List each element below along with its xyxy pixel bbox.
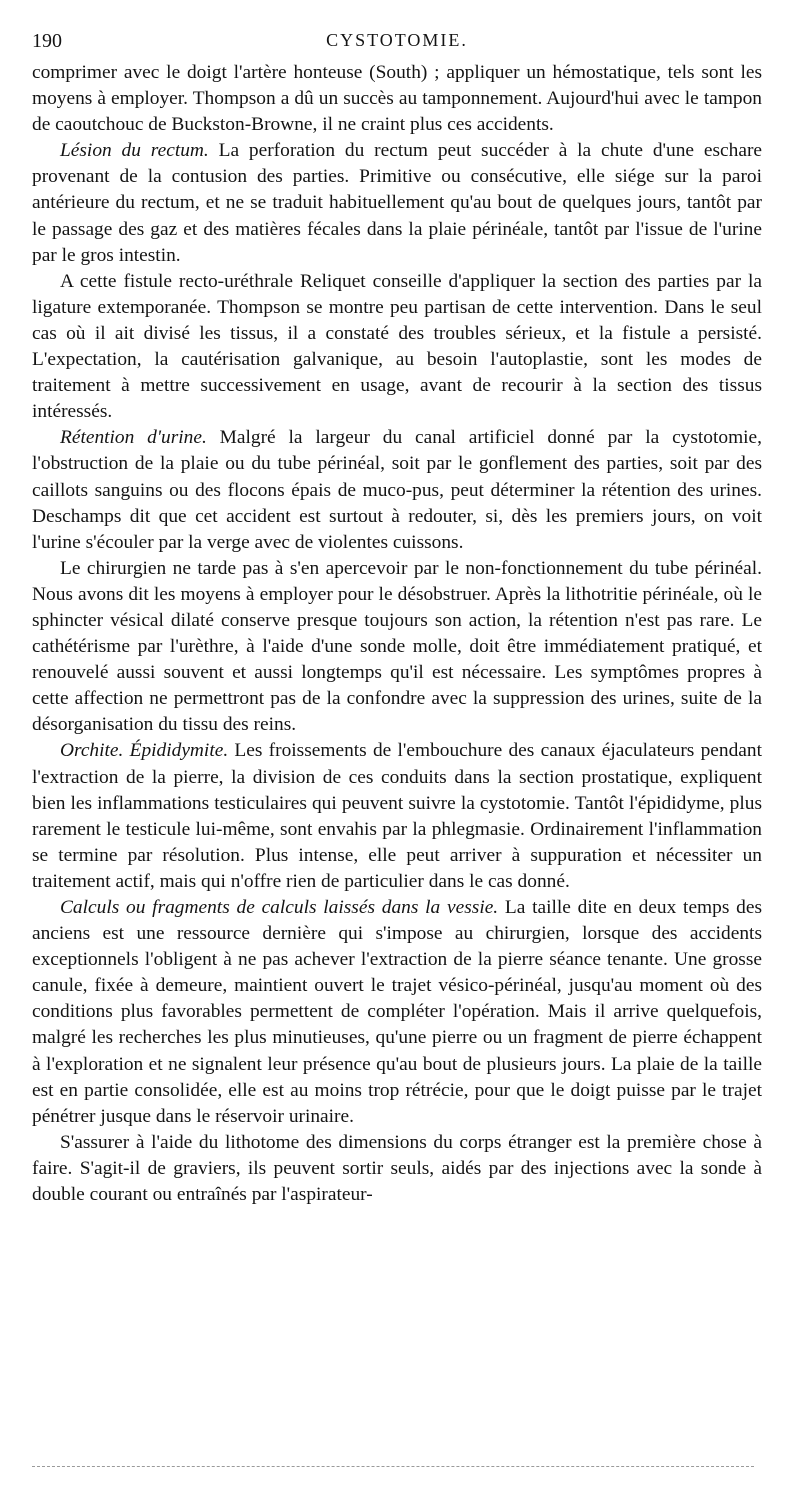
paragraph-4-text: Malgré la largeur du canal artificiel donné par la cystotomie, l'obstruction de la plaie ou du tube périnéal, soit par le gonflement des parties, soit par des caillots sanguins ou des flocons épais de muco-pus, peut déterminer la rétention des urines. Deschamps dit que cet accident est surtout à redouter, si, dès les premiers jours, on voit l'urine s'écouler par la verge avec de violentes cuissons. [32,427,762,553]
heading-calculs-laisses: Calculs ou fragments de calculs laissés dans la vessie. [60,897,499,918]
footer-rule [32,1466,754,1467]
body-text [32,60,762,1208]
paragraph-calculs [32,895,762,1130]
paragraph-lesion-du-rectum [32,138,762,268]
paragraph-retention-d-urine [32,425,762,555]
heading-orchite-epididymite: Orchite. Épididymite. [60,740,229,762]
paragraph-orchite [32,738,762,895]
paragraph-1 [32,60,762,138]
paragraph-7-text: La taille dite en deux temps des anciens est une ressource dernière qui s'impose au chirurgien, lorsque des accidents exceptionnels l'obligent à ne pas achever l'extraction de la pierre séance tenante. Une grosse canule, fixée à demeure, maintient ouvert le trajet vésico-périnéal, jusqu'au moment où des conditions plus favorables permettent de compléter l'opération. Mais il arrive quelquefois, malgré les recherches les plus minutieuses, qu'une pierre ou un fragment de pierre échappent à l'exploration et ne signalent leur présence qu'au bout de plusieurs jours. La plaie de la taille est en partie consolidée, elle est au moins trop rétrécie, pour que le doigt puisse par le trajet pénétrer jusque dans le réservoir urinaire. [32,897,762,1127]
book-page [32,30,762,1208]
paragraph-3-text: A cette fistule recto-uréthrale Reliquet conseille d'appliquer la section des parties par la ligature extemporanée. Thompson se montre peu partisan de cette intervention. Dans le seul cas où il ait divisé les tissus, il a constaté des troubles sérieux, et la fistule a persisté. L'expectation, la cautérisation galvanique, au besoin l'autoplastie, sont les modes de traitement à mettre successivement en usage, avant de recourir à la section des tissus intéressés. [32,270,762,423]
paragraph-chirurgien [32,556,762,739]
heading-retention-d-urine: Rétention d'urine. [60,427,207,449]
paragraph-5-text: Le chirurgien ne tarde pas à s'en apercevoir par le non-fonctionnement du tube périnéal. Nous avons dit les moyens à employer pour le désobstruer. Après la lithotritie périnéale, où le sphincter vésical dilaté conserve presque toujours son action, la rétention n'est pas rare. Le cathétérisme par l'urèthre, à l'aide d'une sonde molle, doit être immédiatement pratiqué, et renouvelé aussi souvent et aussi longtemps qu'il est nécessaire. Les symptômes propres à cette affection ne permettront pas de la confondre avec la suppression des urines, suite de la désorganisation du tissu des reins. [32,557,762,736]
paragraph-2-text: La perforation du rectum peut succéder à la chute d'une eschare provenant de la contusion des parties. Primitive ou consécutive, elle siége sur la paroi antérieure du rectum, et ne se traduit habituellement qu'au bout de quelques jours, tantôt par le passage des gaz et des matières fécales dans la plaie périnéale, tantôt par l'issue de l'urine par le gros intestin. [32,140,763,266]
paragraph-8-text: S'assurer à l'aide du lithotome des dimensions du corps étranger est la première chose à faire. S'agit-il de graviers, ils peuvent sortir seuls, aidés par des injections avec la sonde à double courant ou entraînés par l'aspirateur- [32,1131,762,1206]
paragraph-6-text: Les froissements de l'embouchure des canaux éjaculateurs pendant l'extraction de la pierre, la division de ces conduits dans la section prostatique, expliquent bien les inflammations testiculaires qui peuvent suivre la cystotomie. Tantôt l'épididyme, plus rarement le testicule lui-même, sont envahis par la phlegmasie. Ordinairement l'inflammation se termine par résolution. Plus intense, elle peut arriver à suppuration et nécessiter un traitement actif, mais qui n'offre rien de particulier dans le cas donné. [32,740,762,892]
page-header [32,30,762,60]
heading-lesion-du-rectum: Lésion du rectum. [60,140,209,162]
running-title: CYSTOTOMIE. [326,30,468,50]
paragraph-1-text: comprimer avec le doigt l'artère honteuse (South) ; appliquer un hémostatique, tels sont les moyens à employer. Thompson a dû un succès au tamponnement. Aujourd'hui avec le tampon de caoutchouc de Buckston-Browne, il ne craint plus ces accidents. [32,62,762,136]
page-number: 190 [32,30,62,52]
paragraph-fistule [32,269,762,426]
paragraph-s-assurer [32,1130,762,1208]
